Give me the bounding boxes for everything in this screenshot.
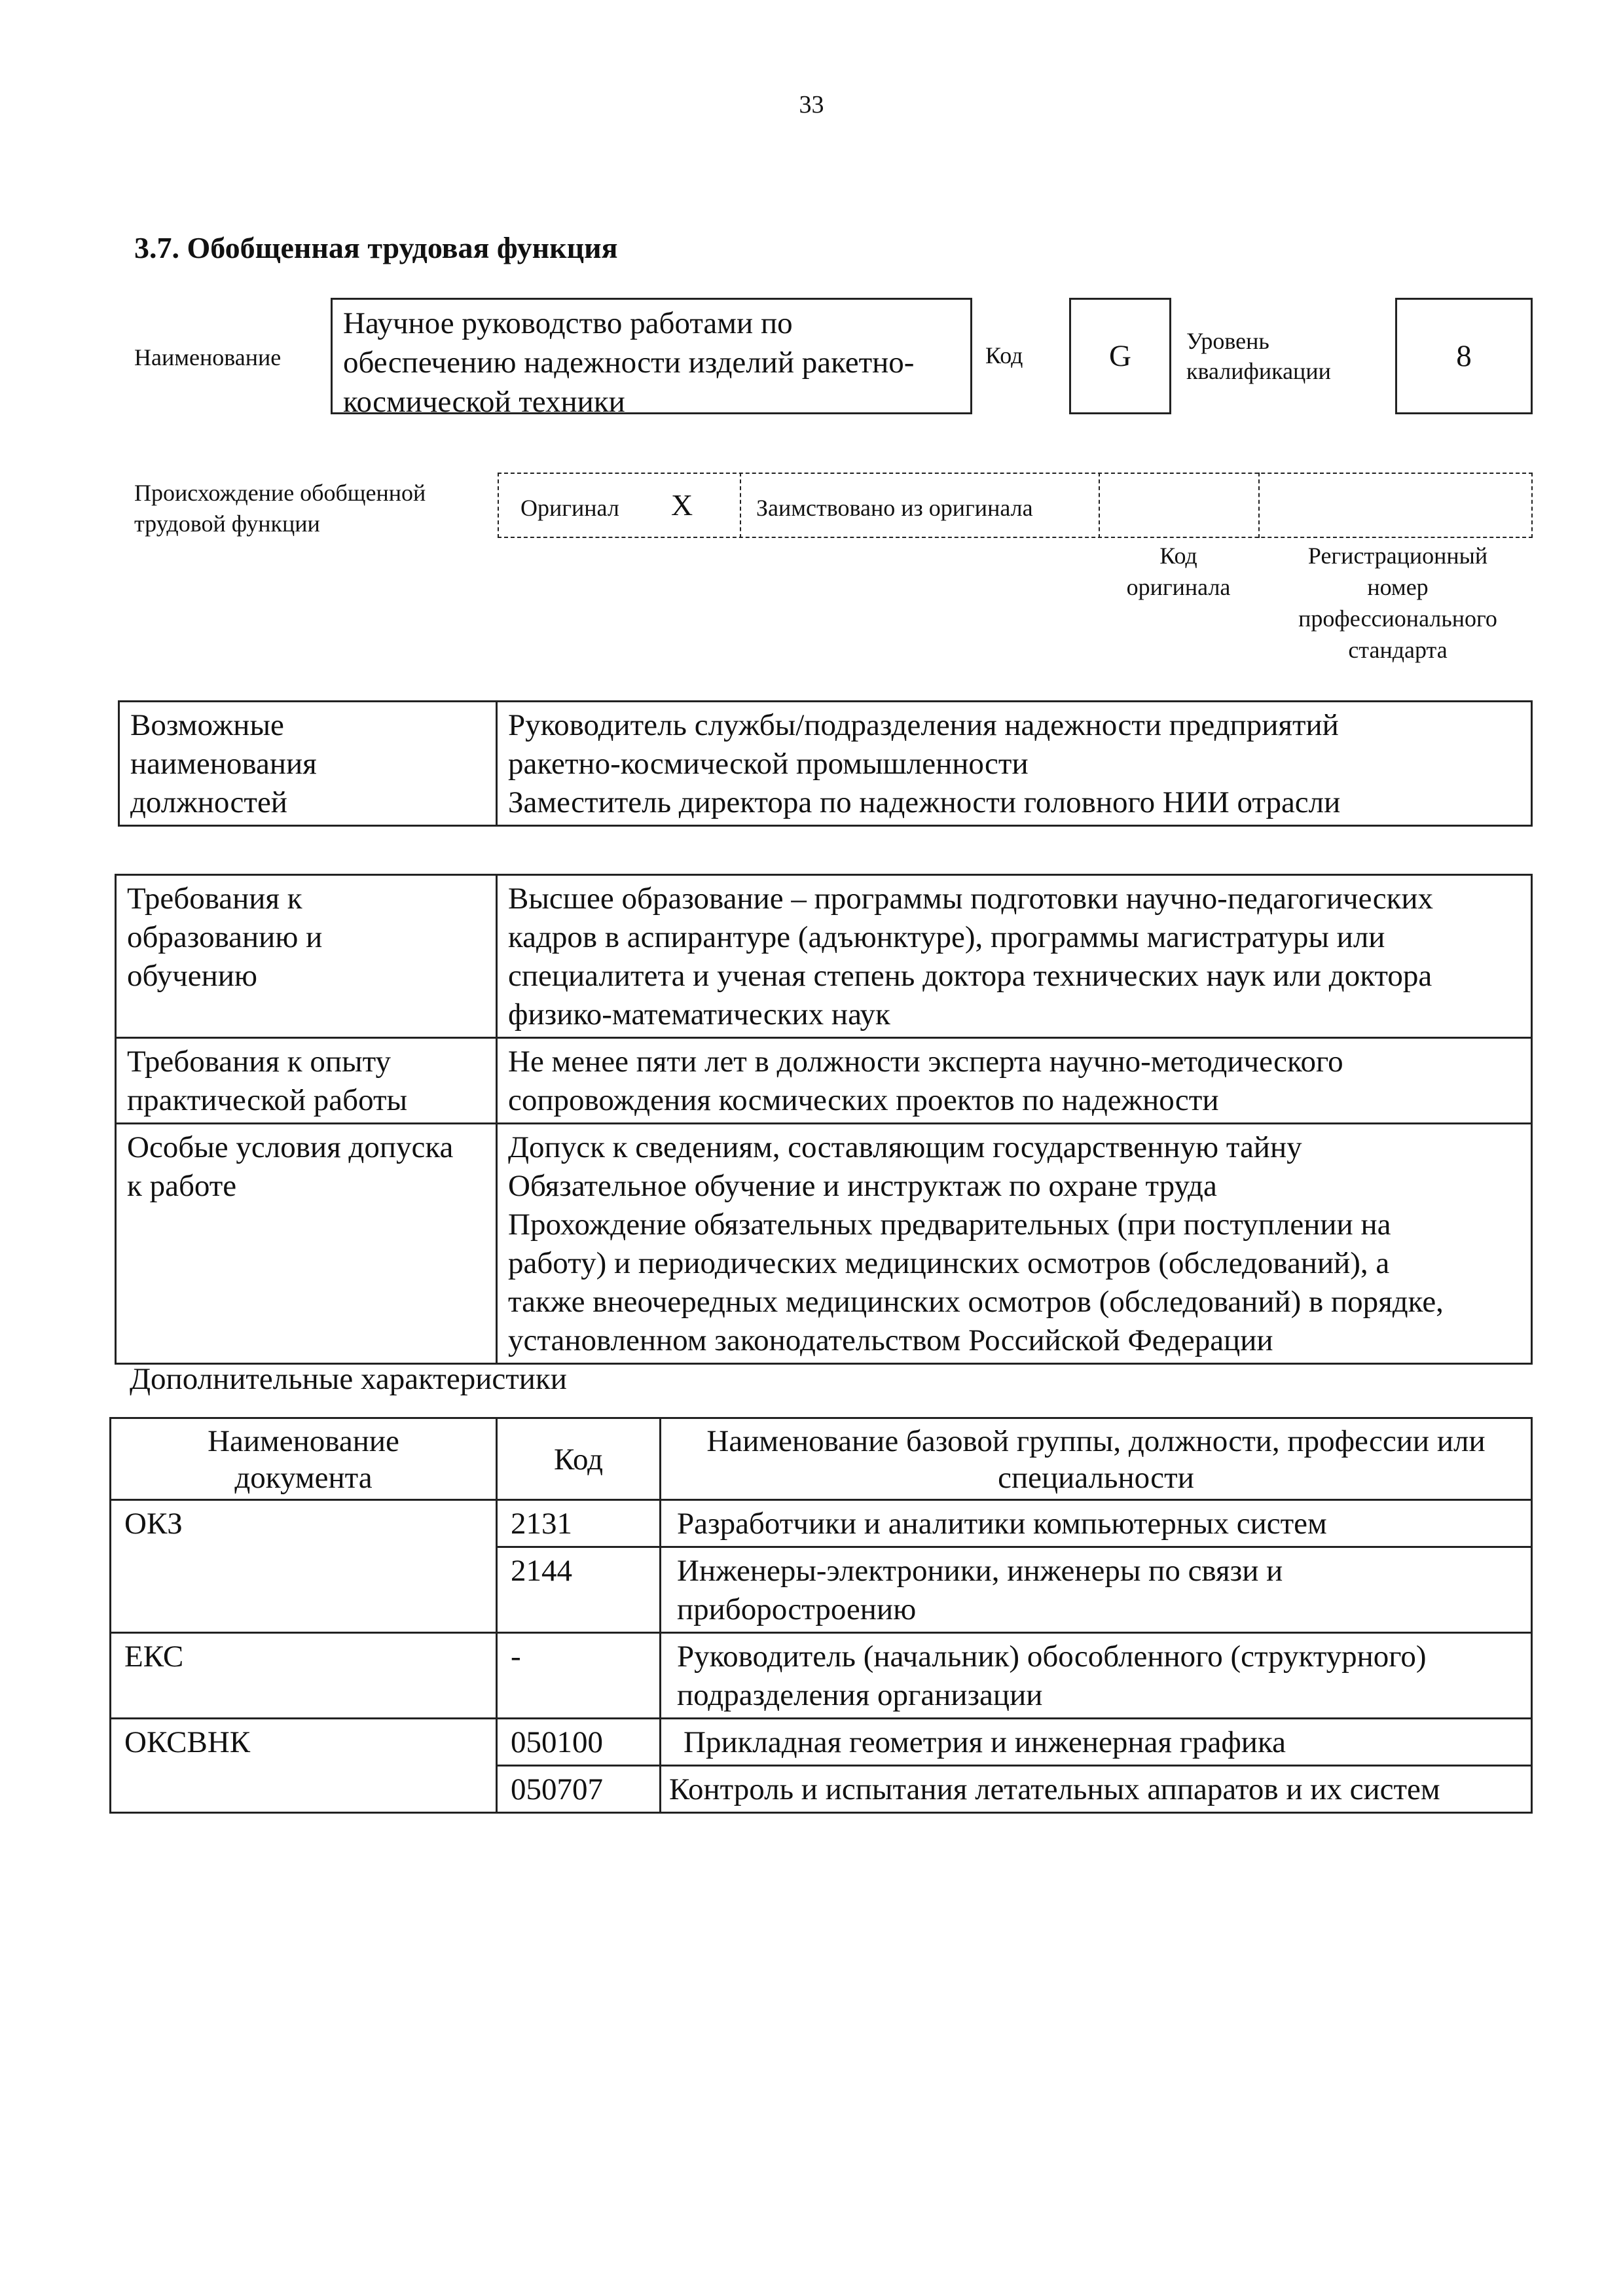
group-cell <box>661 1719 1532 1766</box>
requirements-table <box>115 874 1533 1365</box>
level-label-line: Уровень <box>1186 328 1269 354</box>
caption-line: номер <box>1367 574 1429 600</box>
code-value: G <box>1069 298 1171 414</box>
page-number: 33 <box>799 91 824 118</box>
name-label: Наименование <box>134 344 282 370</box>
cell-line: Допуск к сведениям, составляющим государственную тайну <box>508 1130 1302 1164</box>
doc-cell: ЕКС <box>111 1633 497 1719</box>
cell-line: Высшее образование – программы подготовки научно-педагогических <box>508 882 1434 916</box>
code-original-caption <box>1100 540 1257 603</box>
cell-line: практической работы <box>127 1083 408 1117</box>
origin-divider <box>1099 473 1101 538</box>
original-label: Оригинал <box>520 495 619 521</box>
cell-line: установленном законодательством Российской Федерации <box>508 1323 1273 1357</box>
cell-line: специалитета и ученая степень доктора технических наук или доктора <box>508 959 1432 993</box>
cell-line: Не менее пяти лет в должности эксперта научно-методического <box>508 1045 1343 1079</box>
caption-line: профессионального <box>1298 605 1497 632</box>
cell-line: Заместитель директора по надежности головного НИИ отрасли <box>508 785 1341 819</box>
name-value-line: космической техники <box>343 385 625 419</box>
origin-label-line: Происхождение обобщенной <box>134 480 426 506</box>
cell-line: образованию и <box>127 920 323 954</box>
special-conditions-label <box>116 1124 497 1364</box>
table-row <box>116 1124 1532 1364</box>
group-cell <box>661 1500 1532 1547</box>
table-row <box>119 702 1532 826</box>
cell-line: физико-математических наук <box>508 997 890 1031</box>
doc-cell: ОКСВНК <box>111 1719 497 1813</box>
group-cell <box>661 1766 1532 1813</box>
cell-line: Прикладная геометрия и инженерная графика <box>684 1725 1286 1759</box>
header-code: Код <box>497 1418 661 1500</box>
code-cell: 050707 <box>497 1766 661 1813</box>
cell-line: приборостроению <box>677 1592 917 1626</box>
cell-line: Возможные <box>130 708 284 742</box>
name-value-line: обеспечению надежности изделий ракетно- <box>343 346 915 380</box>
positions-label <box>119 702 497 826</box>
header-group <box>661 1418 1532 1500</box>
code-cell: 050100 <box>497 1719 661 1766</box>
original-mark: X <box>671 488 693 522</box>
experience-value <box>497 1038 1532 1124</box>
caption-line: стандарта <box>1348 637 1448 663</box>
cell-line: работу) и периодических медицинских осмотров (обследований), а <box>508 1246 1390 1280</box>
origin-label-line: трудовой функции <box>134 511 320 537</box>
level-value: 8 <box>1395 298 1533 414</box>
level-label-line: квалификации <box>1186 358 1331 384</box>
origin-divider <box>740 473 742 538</box>
table-row <box>116 1038 1532 1124</box>
caption-line: Регистрационный <box>1307 543 1488 569</box>
table-row <box>116 875 1532 1038</box>
code-label: Код <box>985 342 1023 368</box>
cell-line: Руководитель (начальник) обособленного (структурного) <box>677 1640 1427 1674</box>
caption-line: оригинала <box>1126 574 1231 600</box>
table-row <box>111 1633 1532 1719</box>
borrowed-label: Заимствовано из оригинала <box>756 495 1033 521</box>
education-value <box>497 875 1532 1038</box>
cell-line: Особые условия допуска <box>127 1130 454 1164</box>
cell-line: подразделения организации <box>677 1678 1043 1712</box>
cell-line: Требования к опыту <box>127 1045 392 1079</box>
additional-table <box>109 1417 1533 1814</box>
cell-line: Руководитель службы/подразделения надежности предприятий <box>508 708 1339 742</box>
cell-line: специальности <box>998 1461 1194 1495</box>
name-value-box <box>331 298 972 419</box>
level-label <box>1186 326 1331 386</box>
positions-table <box>118 700 1533 827</box>
code-cell: 2131 <box>497 1500 661 1547</box>
table-header-row <box>111 1418 1532 1500</box>
cell-line: Наименование <box>208 1424 399 1458</box>
code-cell: - <box>497 1633 661 1719</box>
section-title: 3.7. Обобщенная трудовая функция <box>134 231 618 264</box>
cell-line: к работе <box>127 1169 237 1203</box>
header-document <box>111 1418 497 1500</box>
cell-line: документа <box>234 1461 373 1495</box>
cell-line: сопровождения космических проектов по надежности <box>508 1083 1219 1117</box>
caption-line: Код <box>1159 543 1197 569</box>
cell-line: кадров в аспирантуре (адъюнктуре), программы магистратуры или <box>508 920 1385 954</box>
additional-title: Дополнительные характеристики <box>130 1362 567 1396</box>
reg-number-caption <box>1264 540 1532 666</box>
name-value-line: Научное руководство работами по <box>343 306 793 340</box>
cell-line: Наименование базовой группы, должности, профессии или <box>706 1424 1486 1458</box>
cell-line: должностей <box>130 785 287 819</box>
cell-line: обучению <box>127 959 258 993</box>
doc-cell: ОКЗ <box>111 1500 497 1633</box>
cell-line: Требования к <box>127 882 302 916</box>
table-row <box>111 1500 1532 1547</box>
cell-line: Разработчики и аналитики компьютерных систем <box>677 1507 1327 1541</box>
origin-label <box>134 478 426 539</box>
code-cell: 2144 <box>497 1547 661 1633</box>
cell-line: также внеочередных медицинских осмотров (обследований) в порядке, <box>508 1285 1444 1319</box>
special-conditions-value <box>497 1124 1532 1364</box>
table-row <box>111 1719 1532 1766</box>
group-cell <box>661 1633 1532 1719</box>
cell-line: Инженеры-электроники, инженеры по связи и <box>677 1554 1283 1588</box>
cell-line: Прохождение обязательных предварительных (при поступлении на <box>508 1208 1391 1242</box>
education-label <box>116 875 497 1038</box>
cell-line: Обязательное обучение и инструктаж по охране труда <box>508 1169 1217 1203</box>
group-cell <box>661 1547 1532 1633</box>
experience-label <box>116 1038 497 1124</box>
cell-line: ракетно-космической промышленности <box>508 747 1029 781</box>
origin-divider <box>1258 473 1261 538</box>
cell-line: Контроль и испытания летательных аппаратов и их систем <box>669 1772 1440 1806</box>
positions-value <box>497 702 1532 826</box>
cell-line: наименования <box>130 747 317 781</box>
